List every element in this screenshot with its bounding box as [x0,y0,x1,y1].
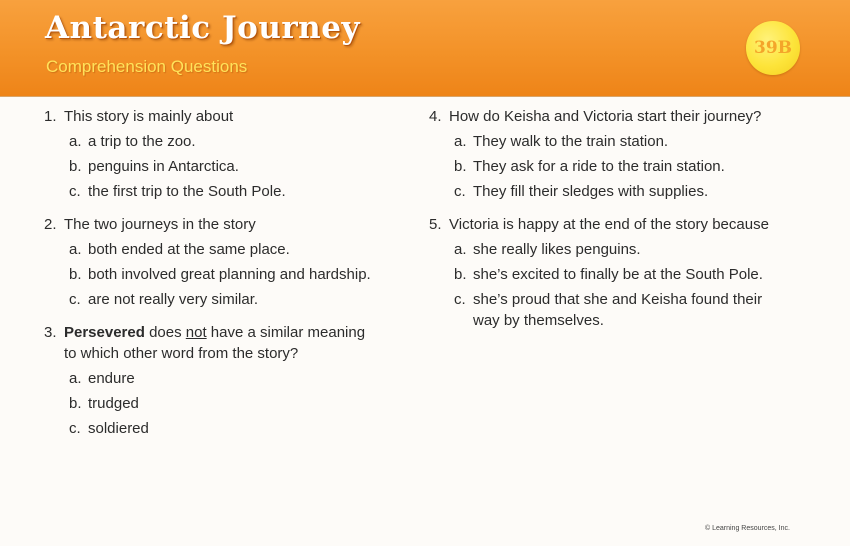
option-b [454,156,809,177]
question-text [64,322,380,364]
option-letter: a. [69,241,82,258]
card-title: Antarctic Journey [45,10,360,46]
left-column [44,106,424,451]
vocab-word: Persevered [64,324,145,341]
option-text: the first trip to the South Pole. [88,183,286,200]
option-text: endure [88,370,135,387]
question-text: Victoria is happy at the end of the story because [449,216,769,233]
option-text: she’s excited to finally be at the South Pole. [473,266,763,283]
option-letter: b. [69,266,82,283]
option-c [454,289,809,331]
option-text: a trip to the zoo. [88,133,196,150]
option-b [454,264,809,285]
option-letter: a. [454,241,467,258]
option-letter: a. [69,133,82,150]
question-number: 2. [44,216,57,233]
option-a [69,368,424,389]
option-letter: c. [69,183,81,200]
question-text: This story is mainly about [64,108,234,125]
option-a [454,131,809,152]
question-text-end: have a similar meaning to which other word from the story? [64,324,366,362]
option-c [69,181,424,202]
question-1 [44,106,424,202]
option-letter: b. [454,158,467,175]
question-2 [44,214,424,310]
option-letter: b. [454,266,467,283]
question-number: 5. [429,216,442,233]
copyright-notice: © Learning Resources, Inc. [705,525,790,532]
right-column [429,106,809,343]
option-text: They fill their sledges with supplies. [473,183,709,200]
option-c [454,181,809,202]
option-c [69,289,424,310]
option-b [69,393,424,414]
option-a [454,239,809,260]
option-letter: c. [69,291,81,308]
question-3 [44,322,424,439]
option-letter: b. [69,158,82,175]
option-letter: c. [454,183,466,200]
question-number: 1. [44,108,57,125]
question-text: How do Keisha and Victoria start their journey? [449,108,762,125]
option-a [69,239,424,260]
option-c [69,418,424,439]
option-text: They walk to the train station. [473,133,669,150]
option-text: are not really very similar. [88,291,259,308]
option-b [69,264,424,285]
card-subtitle: Comprehension Questions [46,57,248,76]
option-text: she really likes penguins. [473,241,641,258]
question-number: 4. [429,108,442,125]
card-number-badge: 39B [746,21,800,75]
option-b [69,156,424,177]
option-letter: c. [69,420,81,437]
question-text: The two journeys in the story [64,216,256,233]
option-a [69,131,424,152]
question-text-middle: does [144,324,186,341]
question-5 [429,214,809,331]
option-text: trudged [88,395,139,412]
option-letter: a. [69,370,82,387]
option-text: They ask for a ride to the train station. [473,158,725,175]
emphasis-word: not [185,324,207,341]
option-text: she’s proud that she and Keisha found their way by themselves. [473,291,763,329]
option-letter: b. [69,395,82,412]
option-letter: a. [454,133,467,150]
question-number: 3. [44,324,57,341]
option-text: both ended at the same place. [88,241,290,258]
question-4 [429,106,809,202]
option-text: both involved great planning and hardship. [88,266,371,283]
card-header [0,0,850,97]
option-text: penguins in Antarctica. [88,158,239,175]
option-text: soldiered [88,420,149,437]
option-letter: c. [454,291,466,308]
